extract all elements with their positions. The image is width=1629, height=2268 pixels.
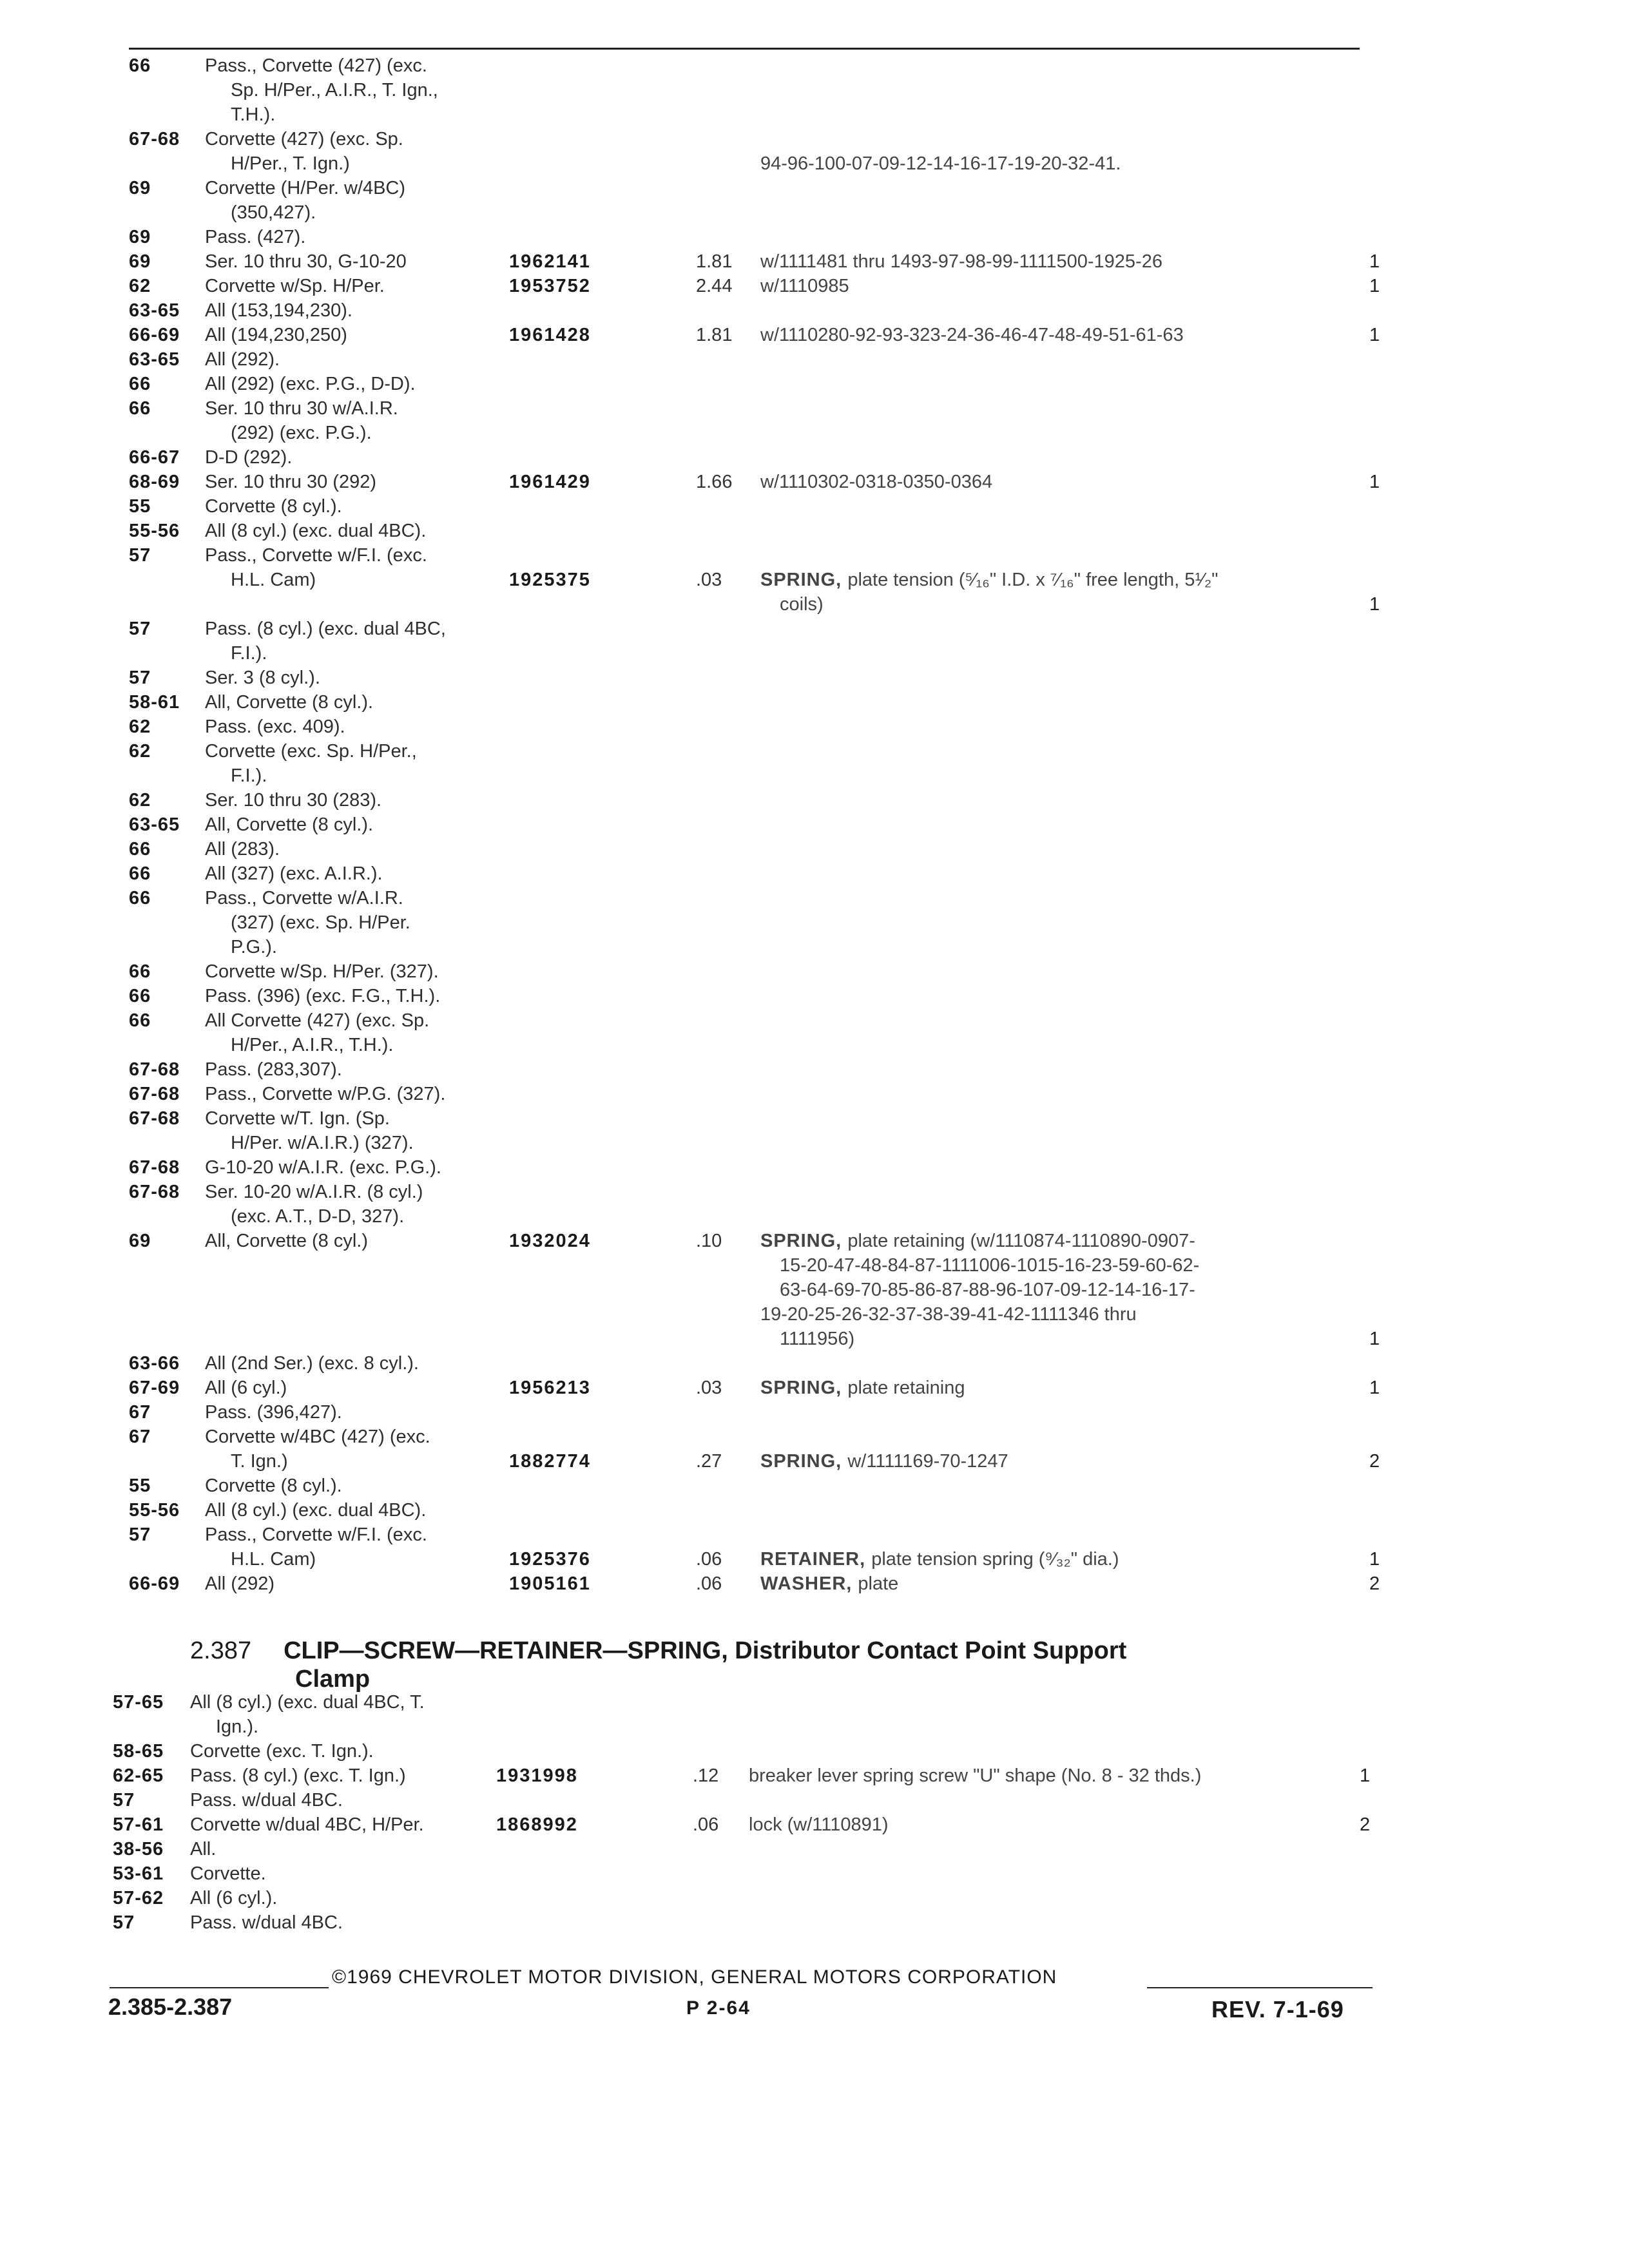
table-row	[0, 1304, 1629, 1329]
table-row	[0, 692, 1629, 716]
row-part-name: 63-64-69-70-85-86-87-88-96-107-09-12-14-16-17-	[780, 1280, 1195, 1300]
table-row	[0, 570, 1629, 594]
section-heading	[190, 1637, 1286, 1693]
row-part-number: 1905161	[509, 1573, 591, 1594]
row-description: All (194,230,250)	[205, 325, 347, 345]
row-description: Pass., Corvette w/F.I. (exc.	[205, 1524, 427, 1545]
row-description: F.I.).	[231, 643, 267, 664]
row-part-number: 1956213	[509, 1378, 591, 1398]
row-description: Pass. (exc. 409).	[205, 716, 345, 737]
row-years: 66-69	[129, 1573, 180, 1594]
row-years: 58-65	[113, 1741, 164, 1762]
row-description: Pass., Corvette (427) (exc.	[205, 55, 427, 76]
row-years: 62-65	[113, 1765, 164, 1786]
row-description: All (2nd Ser.) (exc. 8 cyl.).	[205, 1353, 419, 1374]
row-part-name: w/1110280-92-93-323-24-36-46-47-48-49-51-61-63	[760, 325, 1184, 345]
row-description: All (292).	[205, 349, 280, 370]
table-row	[0, 55, 1629, 80]
table-row	[0, 398, 1629, 423]
row-part-type: RETAINER,	[760, 1549, 872, 1570]
row-part-name: SPRING, plate retaining (w/1110874-1110890-0907-	[760, 1231, 1195, 1251]
row-description: Ser. 10-20 w/A.I.R. (8 cyl.)	[205, 1182, 423, 1202]
row-part-number: 1961429	[509, 472, 591, 492]
row-part-name: SPRING, plate tension (⁵⁄₁₆" I.D. x ⁷⁄₁₆" free length, 5¹⁄₂"	[760, 570, 1219, 590]
table-row	[0, 1133, 1629, 1157]
row-years: 57-65	[113, 1692, 164, 1713]
table-row	[0, 1524, 1629, 1549]
row-part-name: lock (w/1110891)	[749, 1814, 889, 1835]
row-years: 66	[129, 961, 151, 982]
row-years: 53-61	[113, 1863, 164, 1884]
row-description: Ser. 10 thru 30 (283).	[205, 790, 382, 811]
row-years: 66-67	[129, 447, 180, 468]
row-description: All (292)	[205, 1573, 275, 1594]
table-row	[0, 1059, 1629, 1084]
row-years: 57-61	[113, 1814, 164, 1835]
row-quantity: 1	[1369, 276, 1380, 296]
top-rule	[129, 48, 1360, 50]
table-row	[0, 1108, 1629, 1133]
table-row	[0, 1329, 1629, 1353]
row-years: 57	[129, 1524, 151, 1545]
row-description: Corvette.	[190, 1863, 266, 1884]
row-part-name: 15-20-47-48-84-87-1111006-1015-16-23-59-60-62-	[780, 1255, 1200, 1276]
row-part-name: WASHER, plate	[760, 1573, 899, 1594]
row-description: Pass. (283,307).	[205, 1059, 342, 1080]
table-row	[0, 1182, 1629, 1206]
table-row	[0, 1765, 1629, 1790]
row-description: Pass. (396,427).	[205, 1402, 342, 1423]
row-part-type: WASHER,	[760, 1573, 858, 1594]
row-years: 63-65	[129, 349, 180, 370]
table-row	[0, 202, 1629, 227]
row-years: 57	[129, 668, 151, 688]
row-years: 66	[129, 839, 151, 860]
row-description: All (283).	[205, 839, 280, 860]
table-row	[0, 276, 1629, 300]
table-row	[0, 1716, 1629, 1741]
table-row	[0, 1231, 1629, 1255]
row-years: 66	[129, 888, 151, 908]
row-years: 69	[129, 1231, 151, 1251]
row-description: F.I.).	[231, 765, 267, 786]
row-description: Corvette (427) (exc. Sp.	[205, 129, 403, 149]
table-row	[0, 374, 1629, 398]
table-row	[0, 251, 1629, 276]
row-part-number: 1925375	[509, 570, 591, 590]
row-price: .03	[696, 570, 722, 590]
row-years: 69	[129, 251, 151, 272]
table-row	[0, 1353, 1629, 1378]
row-description: Ser. 3 (8 cyl.).	[205, 668, 320, 688]
row-price: 1.81	[696, 251, 733, 272]
row-description: H.L. Cam)	[231, 1549, 316, 1570]
table-row	[0, 80, 1629, 104]
row-years: 69	[129, 227, 151, 247]
table-row	[0, 863, 1629, 888]
table-row	[0, 300, 1629, 325]
table-row	[0, 716, 1629, 741]
row-years: 63-65	[129, 814, 180, 835]
row-years: 63-65	[129, 300, 180, 321]
table-row	[0, 521, 1629, 545]
table-row	[0, 129, 1629, 153]
table-row	[0, 1378, 1629, 1402]
row-description: D-D (292).	[205, 447, 293, 468]
row-description: All, Corvette (8 cyl.).	[205, 814, 374, 835]
table-row	[0, 104, 1629, 129]
row-years: 66	[129, 863, 151, 884]
row-years: 67	[129, 1402, 151, 1423]
row-price: .10	[696, 1231, 722, 1251]
row-quantity: 2	[1369, 1573, 1380, 1594]
row-quantity: 1	[1369, 594, 1380, 615]
row-description: Pass. (8 cyl.) (exc. dual 4BC,	[205, 619, 446, 639]
row-part-name: w/1111481 thru 1493-97-98-99-1111500-1925-26	[760, 251, 1162, 272]
row-part-type: SPRING,	[760, 1451, 848, 1472]
table-row	[0, 1500, 1629, 1524]
row-years: 67-68	[129, 129, 180, 149]
footer-section-range: 2.385-2.387	[108, 1994, 233, 2020]
row-description: Pass. w/dual 4BC.	[190, 1790, 343, 1811]
table-row	[0, 1549, 1629, 1573]
row-description: Corvette w/Sp. H/Per. (327).	[205, 961, 439, 982]
row-years: 57-62	[113, 1888, 164, 1908]
footer-rule-left	[110, 1987, 329, 1988]
row-description: All (292) (exc. P.G., D-D).	[205, 374, 416, 394]
row-description: Pass. w/dual 4BC.	[190, 1912, 343, 1933]
table-row	[0, 1280, 1629, 1304]
row-description: All (8 cyl.) (exc. dual 4BC).	[205, 1500, 427, 1521]
row-years: 57	[113, 1912, 135, 1933]
row-part-name: SPRING, w/1111169-70-1247	[760, 1451, 1008, 1472]
row-part-number: 1953752	[509, 276, 591, 296]
row-quantity: 1	[1369, 325, 1380, 345]
row-years: 67-68	[129, 1084, 180, 1104]
row-part-type: SPRING,	[760, 1378, 848, 1398]
row-years: 62	[129, 790, 151, 811]
row-quantity: 1	[1369, 1329, 1380, 1349]
table-row	[0, 1035, 1629, 1059]
row-description: All (8 cyl.) (exc. dual 4BC, T.	[190, 1692, 425, 1713]
table-row	[0, 1402, 1629, 1427]
table-row	[0, 888, 1629, 912]
table-row	[0, 1157, 1629, 1182]
table-row	[0, 986, 1629, 1010]
row-description: (292) (exc. P.G.).	[231, 423, 372, 443]
table-row	[0, 1475, 1629, 1500]
row-description: Pass., Corvette w/F.I. (exc.	[205, 545, 427, 566]
table-row	[0, 741, 1629, 765]
section-number: 2.387	[190, 1637, 252, 1664]
table-row	[0, 1206, 1629, 1231]
row-years: 66	[129, 986, 151, 1006]
row-quantity: 2	[1360, 1814, 1371, 1835]
row-description: All (153,194,230).	[205, 300, 352, 321]
table-row	[0, 325, 1629, 349]
row-description: All (6 cyl.).	[190, 1888, 278, 1908]
row-part-number: 1932024	[509, 1231, 591, 1251]
table-row	[0, 814, 1629, 839]
row-part-number: 1931998	[496, 1765, 578, 1786]
row-description: All.	[190, 1839, 217, 1860]
row-description: Ser. 10 thru 30 w/A.I.R.	[205, 398, 398, 419]
table-row	[0, 178, 1629, 202]
row-description: Pass., Corvette w/P.G. (327).	[205, 1084, 446, 1104]
table-row	[0, 839, 1629, 863]
footer-page-number: P 2-64	[686, 1997, 751, 2019]
row-years: 55	[129, 1475, 151, 1496]
table-row	[0, 765, 1629, 790]
row-years: 62	[129, 741, 151, 762]
table-row	[0, 668, 1629, 692]
row-years: 38-56	[113, 1839, 164, 1860]
row-description: Corvette w/dual 4BC, H/Per.	[190, 1814, 424, 1835]
footer-copyright: ©1969 CHEVROLET MOTOR DIVISION, GENERAL MOTORS CORPORATION	[332, 1966, 1057, 1988]
row-quantity: 1	[1369, 251, 1380, 272]
table-row	[0, 153, 1629, 178]
table-row	[0, 643, 1629, 668]
row-description: Corvette w/Sp. H/Per.	[205, 276, 385, 296]
row-years: 55	[129, 496, 151, 517]
row-part-name: coils)	[780, 594, 824, 615]
table-row	[0, 937, 1629, 961]
row-description: H.L. Cam)	[231, 570, 316, 590]
row-description: Corvette w/T. Ign. (Sp.	[205, 1108, 390, 1129]
row-years: 68-69	[129, 472, 180, 492]
row-price: 2.44	[696, 276, 733, 296]
row-part-name: w/1110985	[760, 276, 849, 296]
table-row	[0, 227, 1629, 251]
row-years: 57	[113, 1790, 135, 1811]
table-row	[0, 619, 1629, 643]
row-description: Ign.).	[216, 1716, 259, 1737]
table-row	[0, 447, 1629, 472]
row-years: 55-56	[129, 1500, 180, 1521]
table-row	[0, 912, 1629, 937]
row-part-number: 1882774	[509, 1451, 591, 1472]
table-row	[0, 1255, 1629, 1280]
row-description: Corvette (8 cyl.).	[205, 1475, 342, 1496]
table-row	[0, 1084, 1629, 1108]
row-years: 62	[129, 716, 151, 737]
table-row	[0, 545, 1629, 570]
row-part-name: RETAINER, plate tension spring (⁹⁄₃₂" dia.)	[760, 1549, 1119, 1570]
row-description: All (6 cyl.)	[205, 1378, 287, 1398]
footer-revision: REV. 7-1-69	[1211, 1996, 1344, 2023]
row-price: .06	[693, 1814, 719, 1835]
row-years: 69	[129, 178, 151, 198]
row-description: Corvette (exc. T. Ign.).	[190, 1741, 374, 1762]
row-description: All Corvette (427) (exc. Sp.	[205, 1010, 430, 1031]
row-price: .03	[696, 1378, 722, 1398]
row-part-type: SPRING,	[760, 1231, 848, 1251]
row-part-name: w/1110302-0318-0350-0364	[760, 472, 993, 492]
row-part-name: 1111956)	[780, 1329, 855, 1349]
row-description: All, Corvette (8 cyl.)	[205, 1231, 368, 1251]
row-quantity: 1	[1369, 1549, 1380, 1570]
table-row	[0, 1573, 1629, 1598]
row-description: P.G.).	[231, 937, 277, 957]
row-years: 66	[129, 55, 151, 76]
row-description: Pass. (427).	[205, 227, 306, 247]
table-row	[0, 1741, 1629, 1765]
row-years: 57	[129, 619, 151, 639]
row-years: 67-69	[129, 1378, 180, 1398]
row-years: 67-68	[129, 1108, 180, 1129]
row-description: (350,427).	[231, 202, 316, 223]
row-part-number: 1925376	[509, 1549, 591, 1570]
row-years: 66	[129, 398, 151, 419]
row-description: Corvette w/4BC (427) (exc.	[205, 1427, 430, 1447]
table-row	[0, 423, 1629, 447]
row-description: Pass. (396) (exc. F.G., T.H.).	[205, 986, 441, 1006]
row-years: 62	[129, 276, 151, 296]
row-quantity: 1	[1369, 1378, 1380, 1398]
row-part-type: SPRING,	[760, 570, 848, 590]
table-row	[0, 1427, 1629, 1451]
footer-rule-right	[1147, 1987, 1373, 1988]
table-row	[0, 961, 1629, 986]
row-years: 66	[129, 374, 151, 394]
row-years: 63-66	[129, 1353, 180, 1374]
row-description: Ser. 10 thru 30 (292)	[205, 472, 376, 492]
row-description: All (8 cyl.) (exc. dual 4BC).	[205, 521, 427, 541]
row-description: H/Per., T. Ign.)	[231, 153, 350, 174]
row-description: Ser. 10 thru 30, G-10-20	[205, 251, 407, 272]
row-years: 67	[129, 1427, 151, 1447]
row-description: (327) (exc. Sp. H/Per.	[231, 912, 410, 933]
row-description: Corvette (8 cyl.).	[205, 496, 342, 517]
row-quantity: 1	[1369, 472, 1380, 492]
row-years: 67-68	[129, 1059, 180, 1080]
table-row	[0, 496, 1629, 521]
section-title: CLIP—SCREW—RETAINER—SPRING, Distributor Contact Point Support	[284, 1637, 1127, 1664]
row-part-name: breaker lever spring screw "U" shape (No. 8 - 32 thds.)	[749, 1765, 1202, 1786]
row-description: Pass., Corvette w/A.I.R.	[205, 888, 403, 908]
row-part-name: 19-20-25-26-32-37-38-39-41-42-1111346 thru	[760, 1304, 1137, 1325]
table-row	[0, 1010, 1629, 1035]
row-description: G-10-20 w/A.I.R. (exc. P.G.).	[205, 1157, 441, 1178]
row-years: 66-69	[129, 325, 180, 345]
row-part-number: 1961428	[509, 325, 591, 345]
row-years: 67-68	[129, 1182, 180, 1202]
row-part-number: 1962141	[509, 251, 591, 272]
table-row	[0, 594, 1629, 619]
table-row	[0, 1863, 1629, 1888]
row-quantity: 1	[1360, 1765, 1371, 1786]
row-part-number: 1868992	[496, 1814, 578, 1835]
table-row	[0, 1814, 1629, 1839]
table-row	[0, 349, 1629, 374]
table-row	[0, 1839, 1629, 1863]
table-row	[0, 1888, 1629, 1912]
row-description: H/Per., A.I.R., T.H.).	[231, 1035, 394, 1055]
row-description: Corvette (H/Per. w/4BC)	[205, 178, 406, 198]
row-years: 55-56	[129, 521, 180, 541]
table-row	[0, 472, 1629, 496]
row-price: .06	[696, 1549, 722, 1570]
row-description: Corvette (exc. Sp. H/Per.,	[205, 741, 417, 762]
row-description: T.H.).	[231, 104, 276, 125]
row-description: All, Corvette (8 cyl.).	[205, 692, 374, 713]
row-description: Sp. H/Per., A.I.R., T. Ign.,	[231, 80, 438, 101]
row-quantity: 2	[1369, 1451, 1380, 1472]
row-description: (exc. A.T., D-D, 327).	[231, 1206, 405, 1227]
table-row	[0, 1692, 1629, 1716]
row-description: H/Per. w/A.I.R.) (327).	[231, 1133, 414, 1153]
row-price: .06	[696, 1573, 722, 1594]
row-years: 57	[129, 545, 151, 566]
section-title-continued: Clamp	[295, 1666, 371, 1693]
row-years: 66	[129, 1010, 151, 1031]
row-price: 1.66	[696, 472, 733, 492]
row-part-name: SPRING, plate retaining	[760, 1378, 965, 1398]
row-years: 67-68	[129, 1157, 180, 1178]
row-description: All (327) (exc. A.I.R.).	[205, 863, 383, 884]
row-description: T. Ign.)	[231, 1451, 288, 1472]
table-row	[0, 1790, 1629, 1814]
row-price: 1.81	[696, 325, 733, 345]
table-row	[0, 790, 1629, 814]
row-price: .12	[693, 1765, 719, 1786]
table-row	[0, 1451, 1629, 1475]
table-row	[0, 1912, 1629, 1937]
row-years: 58-61	[129, 692, 180, 713]
row-description: Pass. (8 cyl.) (exc. T. Ign.)	[190, 1765, 406, 1786]
row-price: .27	[696, 1451, 722, 1472]
row-part-name: 94-96-100-07-09-12-14-16-17-19-20-32-41.	[760, 153, 1121, 174]
